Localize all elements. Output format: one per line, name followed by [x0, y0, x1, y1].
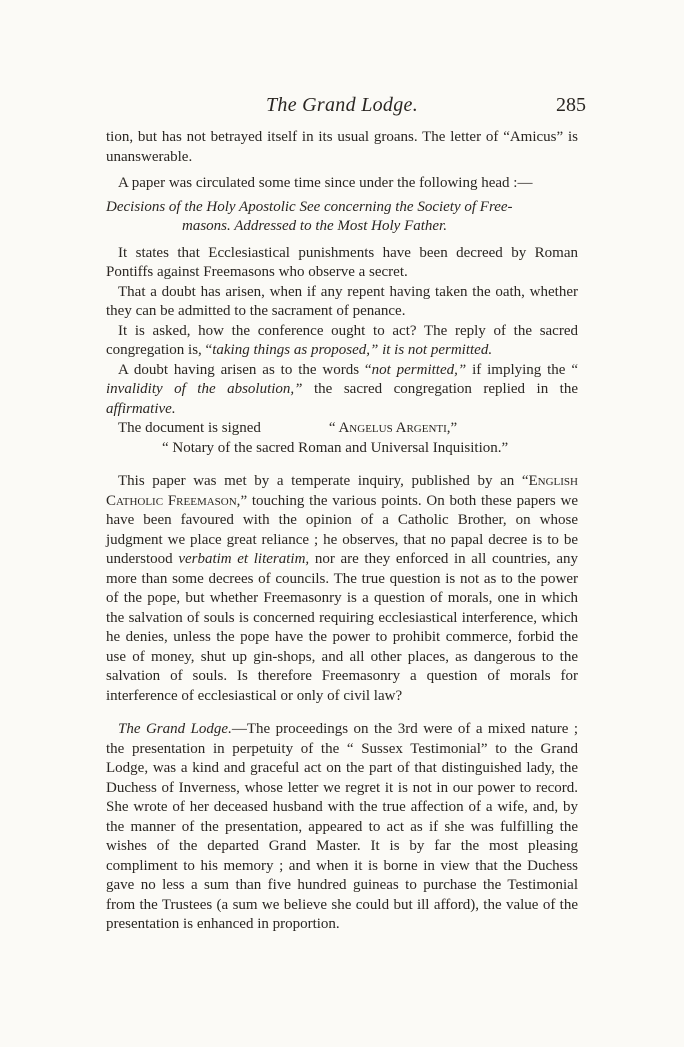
inquiry-text-b: ” touching the various points. On both these papers we have been favoured with the opinion of a Catholic Brother, on whose judgment we place great reliance ; he observes, that no papal decree is to be understood	[106, 492, 578, 567]
decisions-heading-line-2: masons. Addressed to the Most Holy Father.	[182, 218, 447, 234]
signature-label: The document is signed	[118, 420, 261, 436]
signature-line	[106, 419, 578, 439]
not-permitted-text-c: the sacred congregation replied in the	[302, 381, 578, 397]
paragraph-paper-circulated: A paper was circulated some time since under the following head :—	[118, 175, 533, 191]
not-permitted-text-a: A doubt having arisen as to the words “	[118, 361, 372, 378]
page-body	[106, 128, 578, 935]
verbatim-phrase: verbatim et literatim,	[178, 551, 310, 567]
grand-lodge-lead: The Grand Lodge.	[118, 721, 232, 737]
page-header	[106, 94, 586, 124]
decisions-heading	[106, 198, 578, 237]
inquiry-text-a: This paper was met by a temperate inquiry, published by an “	[118, 473, 529, 489]
not-permitted-text-b: if implying the “	[466, 361, 578, 378]
paragraph-punishments: It states that Ecclesiastical punishments have been decreed by Roman Pontiffs against Freemasons who observe a secret.	[106, 244, 578, 280]
inquiry-text-c: nor are they enforced in all countries, any more than some decrees of councils. The true question is not as to the power of the pope, but whether Freemasonry is a question of morals, one in which the salvation of souls is concerned requiring ecclesiastical interference, which he denies, unless the pope have the power to prohibit commerce, forbid the use of money, shut up gin-shops, and all other places, as dangerous to the salvation of souls. Is therefore Freemasonry a question of morals for interference of ecclesiastical or only of civil law?	[106, 551, 578, 704]
conference-reply: taking things as proposed,” it is not permitted.	[212, 342, 493, 358]
english-catholic-freemason: English Catholic Freemason,	[106, 473, 578, 509]
invalidity-quote: invalidity of the absolution,”	[106, 381, 303, 397]
paragraph-continuation: tion, but has not betrayed itself in its usual groans. The letter of “Amicus” is unanswerable.	[106, 129, 578, 165]
grand-lodge-text: —The proceedings on the 3rd were of a mixed nature ; the presentation in perpetuity of the “ Sussex Testimonial” to the Grand Lodge, was a kind and graceful act on the part of that distinguished lady, the Duchess of Inverness, whose letter we regret it is not in our power to record. She wrote of her deceased husband with the true affection of a wife, and, by the manner of the presentation, appeared to act as if she was fulfilling the wishes of the departed Grand Master. It is by far the most pleasing compliment to his memory ; and when it is borne in view that the Duchess gave no less a sum than five hundred guineas to purchase the Testimonial from the Trustees (a sum we believe she could but ill afford), the value of the presentation is enhanced in proportion.	[106, 721, 578, 932]
affirmative-word: affirmative.	[106, 400, 176, 417]
not-permitted-quote: not permitted,”	[371, 361, 467, 378]
paragraph-conference	[106, 322, 578, 361]
paragraph-doubt-oath: That a doubt has arisen, when if any repent having taken the oath, whether they can be admitted to the sacrament of penance.	[106, 283, 578, 319]
page-number: 285	[556, 94, 586, 116]
paragraph-temperate-inquiry	[106, 472, 578, 706]
decisions-heading-line-1: Decisions of the Holy Apostolic See concerning the Society of Free-	[106, 198, 513, 215]
conference-text: It is asked, how the conference ought to act? The reply of the sacred congregation is, “	[106, 322, 578, 358]
signature-name: “ Angelus Argenti,”	[328, 420, 458, 436]
running-title: The Grand Lodge.	[265, 94, 419, 116]
paragraph-not-permitted	[106, 361, 578, 420]
signature-title: “ Notary of the sacred Roman and Universal Inquisition.”	[162, 439, 509, 456]
paragraph-grand-lodge	[106, 720, 578, 935]
